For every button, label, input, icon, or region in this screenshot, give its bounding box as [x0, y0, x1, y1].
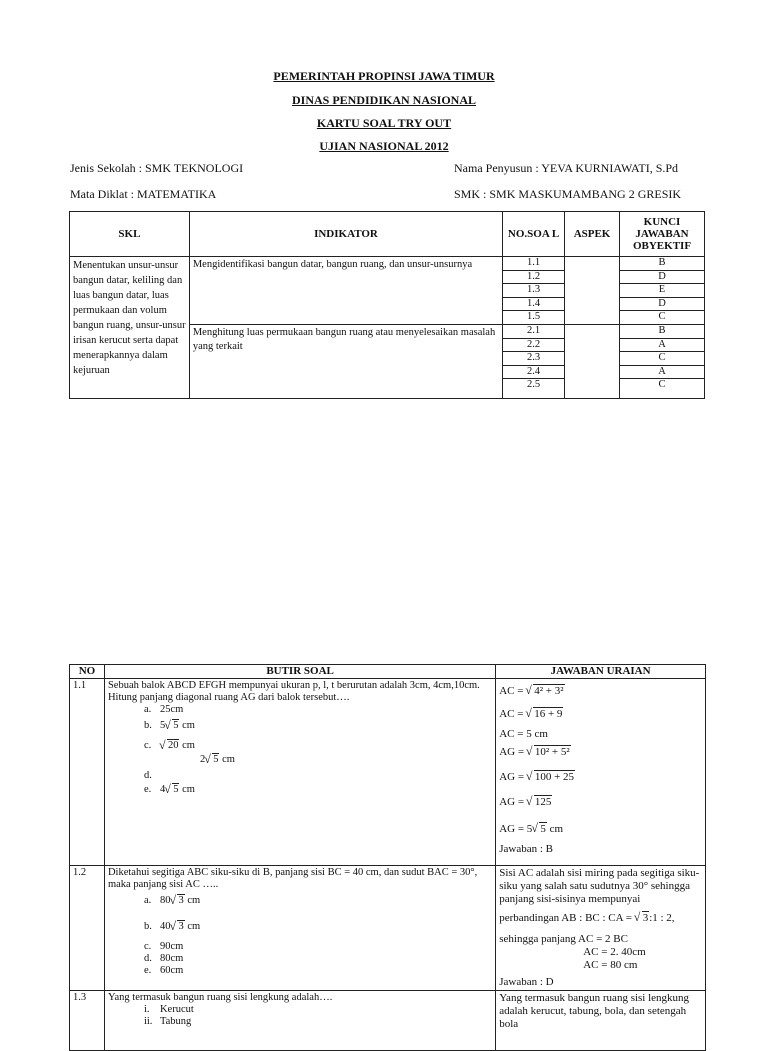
radicand: 3 [178, 921, 184, 932]
header-indikator: INDIKATOR [189, 212, 502, 257]
no-soal-cell: 2.5 [503, 379, 565, 399]
answer-line: AG = 5√ 5 cm [499, 823, 702, 836]
kunci-cell: C [620, 379, 705, 399]
no-soal-cell: 1.2 [503, 270, 565, 284]
question-number: 1.3 [70, 991, 105, 1051]
aspek-cell [565, 324, 620, 398]
no-soal-cell: 2.4 [503, 365, 565, 379]
header-no-soal: NO.SOA L [503, 212, 565, 257]
option-e [108, 965, 492, 977]
option-letter: d. [143, 953, 152, 964]
kunci-cell: A [620, 338, 705, 352]
option-unit: cm [222, 754, 235, 765]
answer-result: Jawaban : B [499, 843, 553, 855]
option-letter: i. [143, 1004, 150, 1015]
option-letter: a. [143, 895, 152, 906]
option-unit: cm [182, 740, 195, 751]
option-text: 80cm [159, 953, 184, 964]
option-letter: c. [143, 941, 152, 952]
question-cell [104, 991, 495, 1051]
answer-line: AC = 5 cm [499, 728, 548, 740]
option-letter: b. [143, 921, 152, 932]
option-coef: 2 [199, 754, 206, 765]
answer-line: AC = √ 16 + 9 [499, 708, 702, 721]
skl-description: Menentukan unsur-unsur bangun datar, keliling dan luas bangun datar, luas permukaan dan volum bangun ruang, unsur-unsur irisan kerucut serta dapat menerapkannya dalam kejuruan [70, 257, 190, 399]
answer-line: Sisi AC adalah sisi miring pada segitiga siku-siku yang salah satu sudutnya 30° sehingga panjang sisi-sisinya mempunyai [499, 867, 700, 905]
answer-line: sehingga panjang AC = 2 BC [499, 933, 628, 945]
kunci-cell: E [620, 284, 705, 298]
option-text: 25cm [159, 704, 184, 715]
answer-cell [496, 679, 706, 866]
option-unit: cm [187, 921, 201, 932]
no-soal-cell: 1.5 [503, 311, 565, 325]
sqrt-symbol [205, 750, 219, 770]
option-e [108, 780, 492, 800]
answer-line: Yang termasuk bangun ruang sisi lengkung adalah kerucut, tabung, bola, dan setengah bola [499, 992, 690, 1030]
kunci-cell: A [620, 365, 705, 379]
option-text: Kerucut [159, 1004, 194, 1015]
radicand: 5 [213, 754, 219, 765]
option-letter: e. [143, 784, 152, 795]
header-skl: SKL [70, 212, 190, 257]
sqrt-symbol [170, 917, 184, 937]
no-soal-cell: 2.3 [503, 352, 565, 366]
answer-line: AC = 2. 40cm [583, 946, 646, 958]
sqrt-symbol [160, 736, 180, 756]
answer-line: AG = √ 100 + 25 [499, 771, 702, 784]
question-cell [104, 679, 495, 866]
option-unit: cm [182, 720, 195, 731]
option-b [108, 917, 492, 937]
option-c [108, 736, 492, 756]
option-coef: 4 [159, 784, 166, 795]
option-unit: cm [182, 784, 195, 795]
nama-penyusun: Nama Penyusun : YEVA KURNIAWATI, S.Pd [454, 161, 679, 175]
header-line-3: KARTU SOAL TRY OUT [316, 116, 452, 130]
question-text: Diketahui segitiga ABC siku-siku di B, panjang sisi BC = 40 cm, dan sudut BAC = 30°, maka panjang sisi AC ….. [107, 867, 478, 890]
header-no: NO [70, 665, 105, 679]
question-number: 1.2 [70, 866, 105, 991]
kunci-cell: B [620, 324, 705, 338]
header-jawaban-uraian: JAWABAN URAIAN [496, 665, 706, 679]
answer-line: AC = 80 cm [583, 959, 638, 971]
option-unit: cm [187, 895, 201, 906]
answer-line: AG = √ 10² + 5² [499, 746, 702, 759]
no-soal-cell: 1.4 [503, 297, 565, 311]
option-c [108, 941, 492, 953]
radicand: 5 [173, 784, 179, 795]
sqrt-symbol [165, 780, 179, 800]
no-soal-cell: 2.2 [503, 338, 565, 352]
option-letter: a. [143, 704, 152, 715]
indikator-2: Menghitung luas permukaan bangun ruang atau menyelesaikan masalah yang terkait [189, 324, 502, 398]
option-letter: ii. [143, 1016, 153, 1027]
sqrt-symbol [170, 891, 184, 911]
option-ii [108, 1016, 492, 1028]
smk-name: SMK : SMK MASKUMAMBANG 2 GRESIK [454, 187, 682, 201]
option-d [108, 756, 492, 780]
header-line-2: DINAS PENDIDIKAN NASIONAL [291, 93, 477, 107]
option-letter: d. [143, 770, 152, 781]
question-text: Yang termasuk bangun ruang sisi lengkung adalah…. [107, 992, 333, 1003]
option-text: 90cm [159, 941, 184, 952]
option-d [108, 953, 492, 965]
radicand: 20 [167, 740, 179, 751]
header-line-1: PEMERINTAH PROPINSI JAWA TIMUR [273, 69, 495, 83]
skl-table [69, 211, 705, 399]
question-text: Sebuah balok ABCD EFGH mempunyai ukuran p, l, t berurutan adalah 3cm, 4cm,10cm. Hitung panjang diagonal ruang AG dari balok tersebut…. [107, 680, 480, 703]
header-butir-soal: BUTIR SOAL [104, 665, 495, 679]
option-letter: b. [143, 720, 152, 731]
answer-result: Jawaban : D [499, 976, 554, 988]
option-letter: c. [143, 740, 152, 751]
kunci-cell: C [620, 311, 705, 325]
option-text: Tabung [159, 1016, 192, 1027]
option-letter: e. [143, 965, 152, 976]
answer-line: AC = √ 4² + 3² [499, 685, 702, 698]
header-line-4: UJIAN NASIONAL 2012 [319, 139, 449, 153]
option-a [108, 891, 492, 911]
jenis-sekolah: Jenis Sekolah : SMK TEKNOLOGI [70, 161, 244, 175]
option-text: 60cm [159, 965, 184, 976]
option-i [108, 1004, 492, 1016]
radicand: 5 [173, 720, 179, 731]
no-soal-cell: 2.1 [503, 324, 565, 338]
aspek-cell [565, 257, 620, 325]
header-aspek: ASPEK [565, 212, 620, 257]
answer-cell [496, 991, 706, 1051]
kunci-cell: C [620, 352, 705, 366]
butir-soal-table [69, 664, 706, 1051]
header-kunci: KUNCI JAWABAN OBYEKTIF [620, 212, 705, 257]
answer-line: AG = √ 125 [499, 796, 702, 809]
kunci-cell: D [620, 270, 705, 284]
option-coef: 40 [159, 921, 171, 932]
option-coef: 5 [159, 720, 166, 731]
radicand: 3 [178, 895, 184, 906]
kunci-cell: D [620, 297, 705, 311]
no-soal-cell: 1.3 [503, 284, 565, 298]
kunci-cell: B [620, 257, 705, 271]
question-number: 1.1 [70, 679, 105, 866]
answer-cell [496, 866, 706, 991]
question-cell [104, 866, 495, 991]
answer-line: perbandingan AB : BC : CA = √ 3:1 : 2, [499, 912, 702, 925]
no-soal-cell: 1.1 [503, 257, 565, 271]
mata-diklat: Mata Diklat : MATEMATIKA [70, 187, 217, 201]
indikator-1: Mengidentifikasi bangun datar, bangun ruang, dan unsur-unsurnya [189, 257, 502, 325]
option-b [108, 716, 492, 736]
option-coef: 80 [159, 895, 171, 906]
sqrt-symbol [165, 716, 179, 736]
